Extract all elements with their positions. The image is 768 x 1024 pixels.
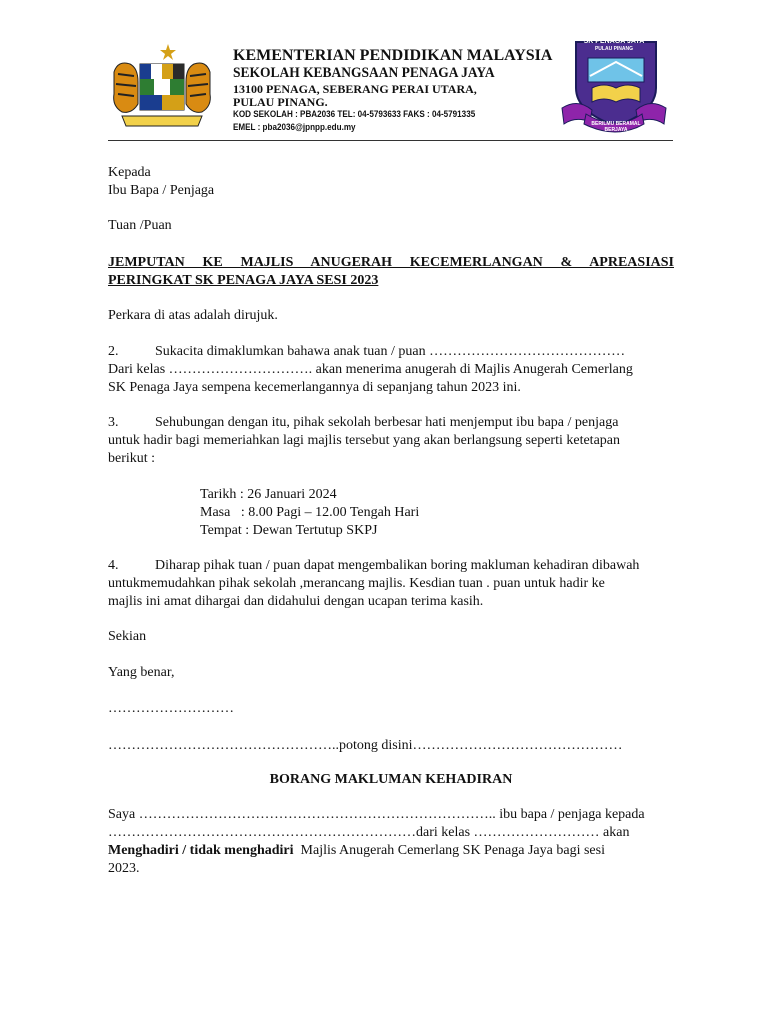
para-2-line-2: Dari kelas …………………………. akan menerima anugerah di Majlis Anugerah Cemerlang [108,362,633,377]
form-line-1: Saya ………………………………………………………………….. ibu bapa / penjaga kepada [108,807,645,822]
coat-of-arms-icon [108,42,216,130]
header-divider [108,140,673,141]
form-line-3-rest: Majlis Anugerah Cemerlang SK Penaga Jaya bagi sesi [293,843,605,858]
para-3-line-1: Sehubungan dengan itu, pihak sekolah berbesar hati menjemput ibu bapa / penjaga [155,415,619,430]
attendance-form-title: BORANG MAKLUMAN KEHADIRAN [269,772,513,787]
signature-line: ……………………… [108,701,234,716]
para-2-line-3: SK Penaga Jaya sempena kecemerlangannya di sepanjang tahun 2023 ini. [108,380,521,395]
para-4-line-2: untukmemudahkan pihak sekolah ,merancang majlis. Kesdian tuan . puan untuk hadir ke [108,576,605,591]
para-2-line-1: Sukacita dimaklumkan bahawa anak tuan / puan …………………………………… [155,344,626,359]
para-4-number: 4. [108,558,119,573]
event-date: Tarikh : 26 Januari 2024 [200,487,337,502]
para-2-number: 2. [108,344,119,359]
letter-title-line-1: JEMPUTAN KE MAJLIS ANUGERAH KECEMERLANGAN & APREASIASI [108,255,674,270]
para-3-line-2: untuk hadir bagi memeriahkan lagi majlis tersebut yang akan berlangsung seperti ketetapan [108,433,620,448]
cut-line: …………………………………………..potong disini……………………………………… [108,738,623,753]
address-line-2: PULAU PINANG. [233,95,328,109]
kepada: Kepada [108,165,151,180]
email-info: EMEL : pba2036@jpnpp.edu.my [233,122,356,132]
form-line-3 [108,842,605,860]
event-venue: Tempat : Dewan Tertutup SKPJ [200,523,378,538]
closing-yang-benar: Yang benar, [108,665,175,680]
address-line-1: 13100 PENAGA, SEBERANG PERAI UTARA, [233,82,477,96]
salutation: Tuan /Puan [108,218,172,233]
attendance-choice: Menghadiri / tidak menghadiri [108,843,294,858]
form-line-4: 2023. [108,861,140,876]
contact-info: KOD SEKOLAH : PBA2036 TEL: 04-5793633 FAKS : 04-5791335 [233,109,476,119]
school-logo-sublabel: PULAU PINANG [594,46,634,52]
school-name: SEKOLAH KEBANGSAAN PENAGA JAYA [233,65,495,81]
school-motto: BERILMU BERAMAL BERJAYA [591,121,641,133]
school-logo-label: SK PENAGA JAYA [583,38,645,45]
para-4-line-1: Diharap pihak tuan / puan dapat mengembalikan boring makluman kehadiran dibawah [155,558,640,573]
para-4-line-3: majlis ini amat dihargai dan didahului dengan ucapan terima kasih. [108,594,484,609]
para-3-number: 3. [108,415,119,430]
ministry-name: KEMENTERIAN PENDIDIKAN MALAYSIA [233,47,553,64]
form-line-2: …………………………………………………………dari kelas ……………………… akan [108,825,630,840]
recipient-name: Ibu Bapa / Penjaga [108,183,215,198]
event-time: Masa : 8.00 Pagi – 12.00 Tengah Hari [200,505,420,520]
reference-line: Perkara di atas adalah dirujuk. [108,308,278,323]
letter-title-line-2: PERINGKAT SK PENAGA JAYA SESI 2023 [108,273,379,288]
para-3-line-3: berikut : [108,451,156,466]
closing-sekian: Sekian [108,629,147,644]
